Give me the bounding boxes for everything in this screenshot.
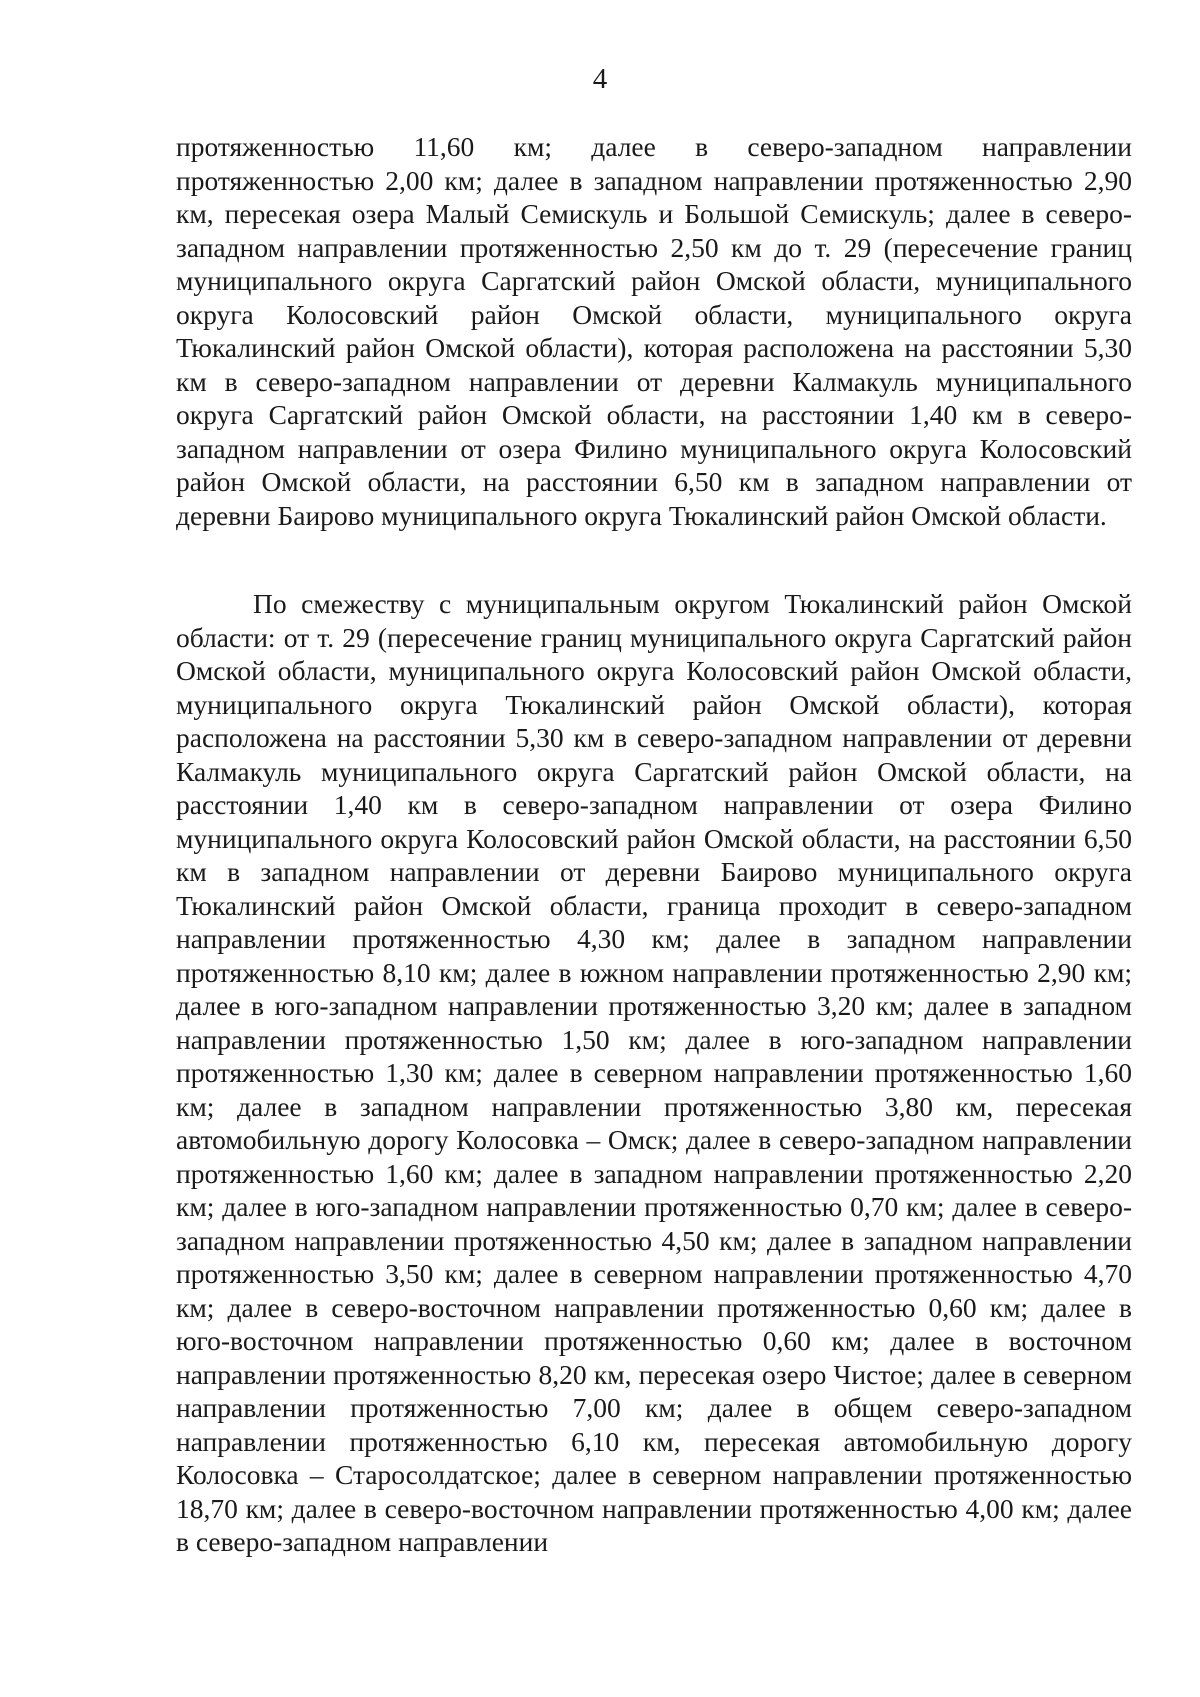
page-number: 4 <box>592 63 608 95</box>
paragraph-continuation: протяженностью 11,60 км; далее в северо-западном направлении протяженностью 2,00 км; далее в западном направлении протяженностью 2,90 км, пересекая озера Малый Семискуль и Большой Семискуль; далее в северо-западном направлении протяженностью 2,50 км до т. 29 (пересечение границ муниципального округа Саргатский район Омской области, муниципального округа Колосовский район Омской области, муниципального округа Тюкалинский район Омской области), которая расположена на расстоянии 5,30 км в северо-западном направлении от деревни Калмакуль муниципального округа Саргатский район Омской области, на расстоянии 1,40 км в северо-западном направлении от озера Филино муниципального округа Колосовский район Омской области, на расстоянии 6,50 км в западном направлении от деревни Баирово муниципального округа Тюкалинский район Омской области. <box>176 131 1132 531</box>
paragraph-tyukalinsky-boundary: По смежеству с муниципальным округом Тюкалинский район Омской области: от т. 29 (пересечение границ муниципального округа Саргатский район Омской области, муниципального округа Колосовский район Омской области, муниципального округа Тюкалинский район Омской области), которая расположена на расстоянии 5,30 км в северо-западном направлении от деревни Калмакуль муниципального округа Саргатский район Омской области, на расстоянии 1,40 км в северо-западном направлении от озера Филино муниципального округа Колосовский район Омской области, на расстоянии 6,50 км в западном направлении от деревни Баирово муниципального округа Тюкалинский район Омской области, граница проходит в северо-западном направлении протяженностью 4,30 км; далее в западном направлении протяженностью 8,10 км; далее в южном направлении протяженностью 2,90 км; далее в юго-западном направлении протяженностью 3,20 км; далее в западном направлении протяженностью 1,50 км; далее в юго-западном направлении протяженностью 1,30 км; далее в северном направлении протяженностью 1,60 км; далее в западном направлении протяженностью 3,80 км, пересекая автомобильную дорогу Колосовка – Омск; далее в северо-западном направлении протяженностью 1,60 км; далее в западном направлении протяженностью 2,20 км; далее в юго-западном направлении протяженностью 0,70 км; далее в северо-западном направлении протяженностью 4,50 км; далее в западном направлении протяженностью 3,50 км; далее в северном направлении протяженностью 4,70 км; далее в северо-восточном направлении протяженностью 0,60 км; далее в юго-восточном направлении протяженностью 0,60 км; далее в восточном направлении протяженностью 8,20 км, пересекая озеро Чистое; далее в северном направлении протяженностью 7,00 км; далее в общем северо-западном направлении протяженностью 6,10 км, пересекая автомобильную дорогу Колосовка – Старосолдатское; далее в северном направлении протяженностью 18,70 км; далее в северо-восточном направлении протяженностью 4,00 км; далее в северо-западном направлении <box>176 588 1132 1557</box>
